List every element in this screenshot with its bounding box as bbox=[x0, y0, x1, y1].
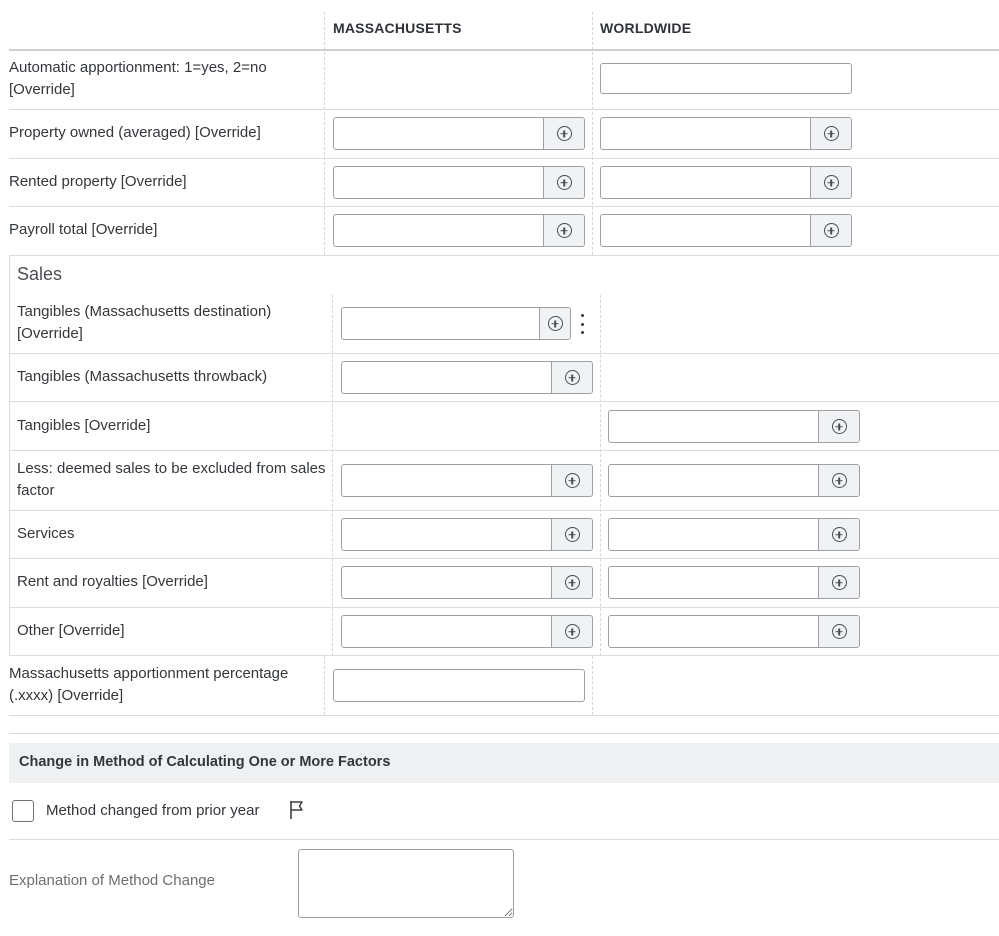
column-header-worldwide: WORLDWIDE bbox=[600, 20, 692, 36]
payroll-total-worldwide-field bbox=[600, 214, 852, 247]
rented-property-massachusetts-add-button[interactable] bbox=[543, 167, 584, 198]
row-divider bbox=[9, 450, 999, 451]
kebab-icon[interactable] bbox=[579, 314, 585, 334]
plus-circle-icon bbox=[832, 527, 847, 542]
column-divider bbox=[324, 656, 325, 715]
less-deemed-worldwide-add-button[interactable] bbox=[818, 465, 859, 496]
plus-circle-icon bbox=[824, 126, 839, 141]
plus-circle-icon bbox=[832, 473, 847, 488]
services-massachusetts-field bbox=[341, 518, 593, 551]
property-owned-massachusetts-input[interactable] bbox=[334, 118, 543, 149]
rented-property-massachusetts-field bbox=[333, 166, 585, 199]
plus-circle-icon bbox=[824, 223, 839, 238]
tangibles-worldwide-add-button[interactable] bbox=[818, 411, 859, 442]
services-worldwide-field bbox=[608, 518, 860, 551]
row-divider bbox=[9, 109, 999, 110]
row-divider bbox=[9, 353, 999, 354]
column-divider bbox=[600, 295, 601, 656]
property-owned-massachusetts-add-button[interactable] bbox=[543, 118, 584, 149]
section-divider bbox=[9, 733, 999, 734]
plus-circle-icon bbox=[548, 316, 563, 331]
payroll-total-massachusetts-input[interactable] bbox=[334, 215, 543, 246]
rent-royalties-massachusetts-field bbox=[341, 566, 593, 599]
other-worldwide-field bbox=[608, 615, 860, 648]
plus-circle-icon bbox=[832, 624, 847, 639]
other-label: Other [Override] bbox=[17, 622, 125, 639]
plus-circle-icon bbox=[557, 175, 572, 190]
method-change-title: Change in Method of Calculating One or More Factors bbox=[19, 754, 391, 770]
row-divider bbox=[9, 655, 999, 656]
less-deemed-worldwide-field bbox=[608, 464, 860, 497]
row-divider bbox=[9, 558, 999, 559]
row-divider bbox=[9, 401, 999, 402]
rent-royalties-worldwide-input[interactable] bbox=[609, 567, 818, 598]
row-divider bbox=[9, 715, 999, 716]
rent-royalties-massachusetts-add-button[interactable] bbox=[551, 567, 592, 598]
property-owned-label: Property owned (averaged) [Override] bbox=[9, 124, 261, 141]
sales-section-title: Sales bbox=[17, 264, 63, 284]
payroll-total-massachusetts-add-button[interactable] bbox=[543, 215, 584, 246]
column-divider bbox=[332, 295, 333, 656]
method-changed-checkbox[interactable] bbox=[12, 800, 34, 822]
flag-icon[interactable] bbox=[289, 800, 305, 820]
rented-property-worldwide-field bbox=[600, 166, 852, 199]
plus-circle-icon bbox=[565, 370, 580, 385]
row-divider bbox=[9, 206, 999, 207]
services-worldwide-add-button[interactable] bbox=[818, 519, 859, 550]
less-deemed-massachusetts-field bbox=[341, 464, 593, 497]
payroll-total-massachusetts-field bbox=[333, 214, 585, 247]
plus-circle-icon bbox=[565, 624, 580, 639]
explanation-textarea[interactable] bbox=[298, 849, 514, 918]
less-deemed-massachusetts-add-button[interactable] bbox=[551, 465, 592, 496]
less-deemed-massachusetts-input[interactable] bbox=[342, 465, 551, 496]
row-divider bbox=[9, 255, 999, 256]
services-massachusetts-add-button[interactable] bbox=[551, 519, 592, 550]
tangibles-ma-destination-add-button[interactable] bbox=[539, 308, 570, 339]
explanation-label: Explanation of Method Change bbox=[9, 872, 215, 889]
other-massachusetts-input[interactable] bbox=[342, 616, 551, 647]
tangibles-worldwide-input[interactable] bbox=[609, 411, 818, 442]
rented-property-label: Rented property [Override] bbox=[9, 173, 187, 190]
less-deemed-sales-label: Less: deemed sales to be excluded from sales factor bbox=[17, 460, 326, 499]
tangibles-ma-throwback-label: Tangibles (Massachusetts throwback) bbox=[17, 368, 268, 385]
tangibles-label: Tangibles [Override] bbox=[17, 417, 151, 434]
less-deemed-worldwide-input[interactable] bbox=[609, 465, 818, 496]
tangibles-worldwide-field bbox=[608, 410, 860, 443]
tangibles-ma-throwback-field bbox=[341, 361, 593, 394]
method-changed-label: Method changed from prior year bbox=[46, 802, 260, 819]
rent-royalties-worldwide-add-button[interactable] bbox=[818, 567, 859, 598]
other-worldwide-add-button[interactable] bbox=[818, 616, 859, 647]
plus-circle-icon bbox=[557, 126, 572, 141]
other-massachusetts-add-button[interactable] bbox=[551, 616, 592, 647]
services-massachusetts-input[interactable] bbox=[342, 519, 551, 550]
property-owned-massachusetts-field bbox=[333, 117, 585, 150]
plus-circle-icon bbox=[565, 473, 580, 488]
column-divider bbox=[592, 656, 593, 715]
rented-property-worldwide-input[interactable] bbox=[601, 167, 810, 198]
sales-section-border bbox=[9, 255, 10, 656]
rent-royalties-worldwide-field bbox=[608, 566, 860, 599]
plus-circle-icon bbox=[565, 527, 580, 542]
auto-apportionment-worldwide-input[interactable] bbox=[600, 63, 852, 94]
rent-royalties-massachusetts-input[interactable] bbox=[342, 567, 551, 598]
column-header-massachusetts: MASSACHUSETTS bbox=[333, 20, 462, 36]
tangibles-ma-destination-label: Tangibles (Massachusetts destination) [Override] bbox=[17, 303, 272, 342]
row-divider bbox=[9, 607, 999, 608]
rent-royalties-label: Rent and royalties [Override] bbox=[17, 573, 208, 590]
property-owned-worldwide-input[interactable] bbox=[601, 118, 810, 149]
auto-apportionment-label: Automatic apportionment: 1=yes, 2=no [Override] bbox=[9, 59, 267, 98]
plus-circle-icon bbox=[832, 575, 847, 590]
row-divider bbox=[9, 158, 999, 159]
method-change-banner bbox=[9, 743, 999, 783]
header-divider bbox=[9, 49, 999, 51]
ma-apportionment-percentage-label: Massachusetts apportionment percentage (.xxxx) [Override] bbox=[9, 665, 289, 704]
payroll-total-label: Payroll total [Override] bbox=[9, 221, 158, 238]
tangibles-ma-throwback-add-button[interactable] bbox=[551, 362, 592, 393]
payroll-total-worldwide-add-button[interactable] bbox=[810, 215, 851, 246]
tangibles-ma-throwback-input[interactable] bbox=[342, 362, 551, 393]
services-worldwide-input[interactable] bbox=[609, 519, 818, 550]
rented-property-worldwide-add-button[interactable] bbox=[810, 167, 851, 198]
row-divider bbox=[9, 510, 999, 511]
plus-circle-icon bbox=[557, 223, 572, 238]
tangibles-ma-destination-field bbox=[341, 307, 571, 340]
plus-circle-icon bbox=[824, 175, 839, 190]
services-label: Services bbox=[17, 525, 75, 542]
plus-circle-icon bbox=[832, 419, 847, 434]
property-owned-worldwide-field bbox=[600, 117, 852, 150]
property-owned-worldwide-add-button[interactable] bbox=[810, 118, 851, 149]
ma-apportionment-percentage-input[interactable] bbox=[333, 669, 585, 702]
other-massachusetts-field bbox=[341, 615, 593, 648]
tangibles-ma-destination-input[interactable] bbox=[342, 308, 539, 339]
other-worldwide-input[interactable] bbox=[609, 616, 818, 647]
row-divider bbox=[9, 839, 999, 840]
plus-circle-icon bbox=[565, 575, 580, 590]
rented-property-massachusetts-input[interactable] bbox=[334, 167, 543, 198]
payroll-total-worldwide-input[interactable] bbox=[601, 215, 810, 246]
